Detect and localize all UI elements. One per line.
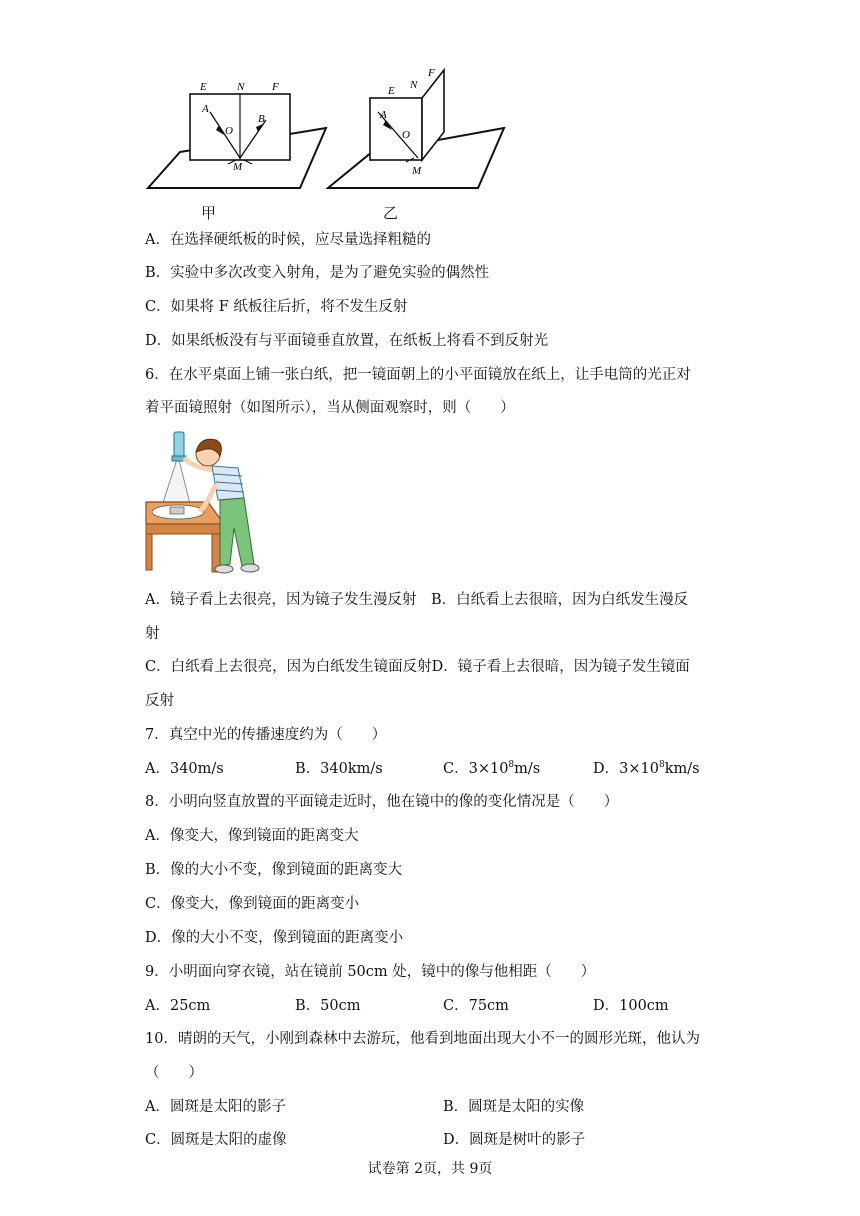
label-E: E	[388, 85, 395, 97]
q6-option-line1: A．镜子看上去很亮，因为镜子发生漫反射 B．白纸看上去很暗，因为白纸发生漫反	[145, 592, 689, 608]
q7-option-a: A．340m/s	[145, 761, 224, 777]
q7-option-c	[443, 759, 540, 779]
q8-option-c: C．像变大，像到镜面的距离变小	[145, 896, 360, 912]
q5-option-c: C．如果将 F 纸板往后折，将不发生反射	[145, 299, 408, 315]
label-F: F	[272, 81, 279, 93]
q7-d-base: D．3×10	[593, 761, 659, 777]
label-M: M	[412, 165, 422, 177]
flashlight-experiment-illustration	[142, 428, 264, 576]
q10-option-c: C．圆斑是太阳的虚像	[145, 1132, 287, 1148]
label-M: M	[233, 161, 243, 173]
label-N: N	[237, 81, 245, 93]
q10-stem-line1: 10．晴朗的天气，小刚到森林中去游玩，他看到地面出现大小不一的圆形光斑，他认为	[145, 1031, 700, 1047]
q8-option-d: D．像的大小不变，像到镜面的距离变小	[145, 930, 404, 946]
q9-option-d: D．100cm	[593, 998, 669, 1014]
q9-option-b: B．50cm	[295, 998, 361, 1014]
label-B: B	[258, 113, 265, 125]
label-A: A	[202, 103, 209, 115]
q7-d-exp: 8	[658, 760, 665, 770]
q8-option-b: B．像的大小不变，像到镜面的距离变大	[145, 862, 403, 878]
q7-option-b: B．340km/s	[295, 761, 383, 777]
q7-c-exp: 8	[508, 760, 515, 770]
figure-jia	[140, 72, 340, 200]
q6-stem-line2: 着平面镜照射（如图所示），当从侧面观察时，则（ ）	[145, 400, 515, 416]
q5-option-b: B．实验中多次改变入射角，是为了避免实验的偶然性	[145, 265, 490, 281]
q10-option-d: D．圆斑是树叶的影子	[443, 1132, 586, 1148]
q10-option-b: B．圆斑是太阳的实像	[443, 1099, 585, 1115]
q7-c-unit: m/s	[514, 761, 541, 777]
q9-option-c: C．75cm	[443, 998, 509, 1014]
q7-d-unit: km/s	[664, 761, 700, 777]
label-E: E	[200, 81, 207, 93]
caption-yi: 乙	[383, 204, 399, 222]
q8-stem: 8．小明向竖直放置的平面镜走近时，他在镜中的像的变化情况是（ ）	[145, 794, 619, 810]
page-footer: 试卷第 2页，共 9页	[367, 1161, 493, 1177]
q9-stem: 9．小明面向穿衣镜，站在镜前 50cm 处，镜中的像与他相距（ ）	[145, 964, 596, 980]
figure-yi	[322, 62, 512, 200]
label-A: A	[380, 109, 387, 121]
q6-option-line3: C．白纸看上去很亮，因为白纸发生镜面反射D．镜子看上去很暗，因为镜子发生镜面	[145, 659, 690, 675]
q9-option-a: A．25cm	[145, 998, 211, 1014]
label-N: N	[410, 79, 418, 91]
q7-c-base: C．3×10	[443, 761, 509, 777]
q10-option-a: A．圆斑是太阳的影子	[145, 1099, 286, 1115]
q5-option-d: D．如果纸板没有与平面镜垂直放置，在纸板上将看不到反射光	[145, 333, 549, 349]
label-F: F	[428, 67, 435, 79]
q6-option-line2: 射	[145, 626, 160, 642]
q7-option-d	[593, 759, 700, 779]
q6-option-line4: 反射	[145, 693, 174, 709]
q6-stem-line1: 6．在水平桌面上铺一张白纸，把一镜面朝上的小平面镜放在纸上，让手电筒的光正对	[145, 367, 691, 383]
label-O: O	[225, 125, 233, 137]
q10-stem-line2: （ ）	[145, 1065, 203, 1081]
q5-option-a: A．在选择硬纸板的时候，应尽量选择粗糙的	[145, 232, 431, 248]
label-O: O	[402, 129, 410, 141]
q8-option-a: A．像变大，像到镜面的距离变大	[145, 828, 359, 844]
caption-jia: 甲	[201, 204, 217, 222]
q7-stem: 7．真空中光的传播速度约为（ ）	[145, 727, 387, 743]
